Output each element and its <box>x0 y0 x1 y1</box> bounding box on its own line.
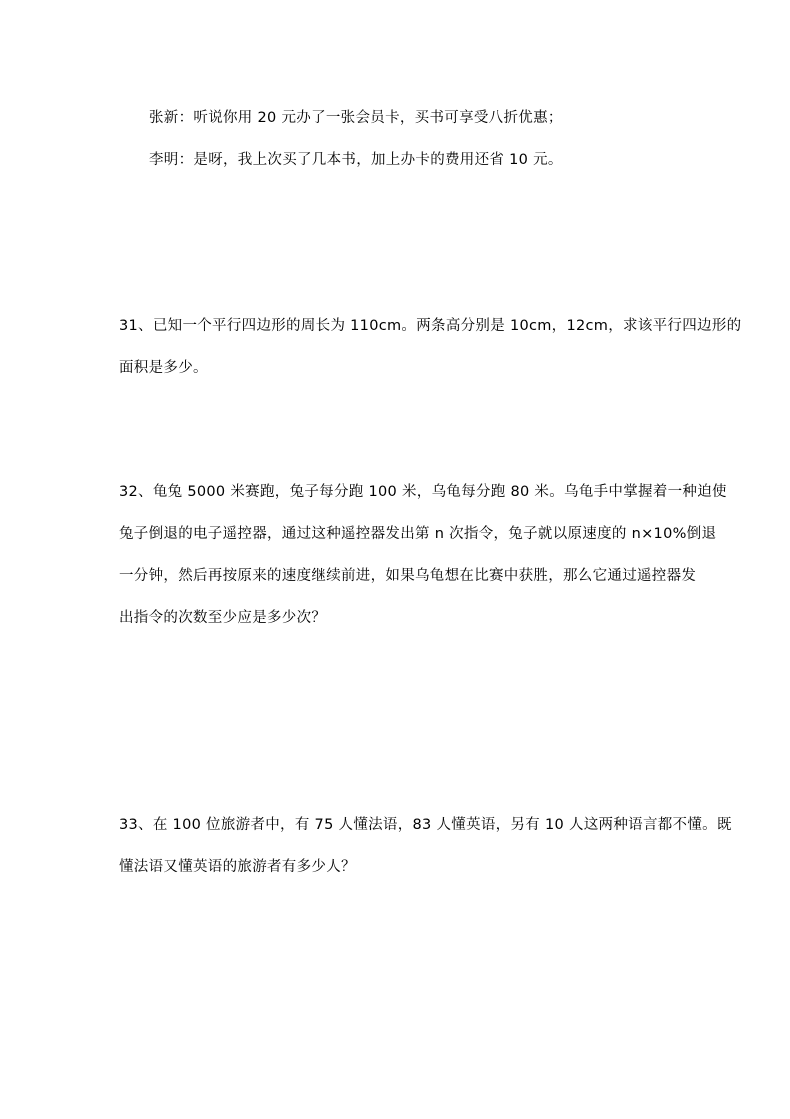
question-32-line-1: 32、龟兔 5000 米赛跑，兔子每分跑 100 米，乌龟每分跑 80 米。乌龟手中掌握着一种迫使 <box>119 484 727 500</box>
question-32-line-2: 兔子倒退的电子遥控器，通过这种遥控器发出第 n 次指令，兔子就以原速度的 n×10%倒退 <box>119 526 717 542</box>
question-33-line-2: 懂法语又懂英语的旅游者有多少人？ <box>119 859 356 875</box>
question-31-line-1: 31、已知一个平行四边形的周长为 110cm。两条高分别是 10cm，12cm，求该平行四边形的 <box>119 318 742 334</box>
question-32-line-3: 一分钟，然后再按原来的速度继续前进，如果乌龟想在比赛中获胜，那么它通过遥控器发 <box>119 568 697 584</box>
dialogue-line-1: 张新：听说你用 20 元办了一张会员卡，买书可享受八折优惠； <box>149 110 563 126</box>
question-33-line-1: 33、在 100 位旅游者中，有 75 人懂法语，83 人懂英语，另有 10 人这两种语言都不懂。既 <box>119 817 732 833</box>
dialogue-line-2: 李明：是呀，我上次买了几本书，加上办卡的费用还省 10 元。 <box>149 152 563 168</box>
question-32-line-4: 出指令的次数至少应是多少次？ <box>119 610 327 626</box>
question-31-line-2: 面积是多少。 <box>119 360 208 376</box>
